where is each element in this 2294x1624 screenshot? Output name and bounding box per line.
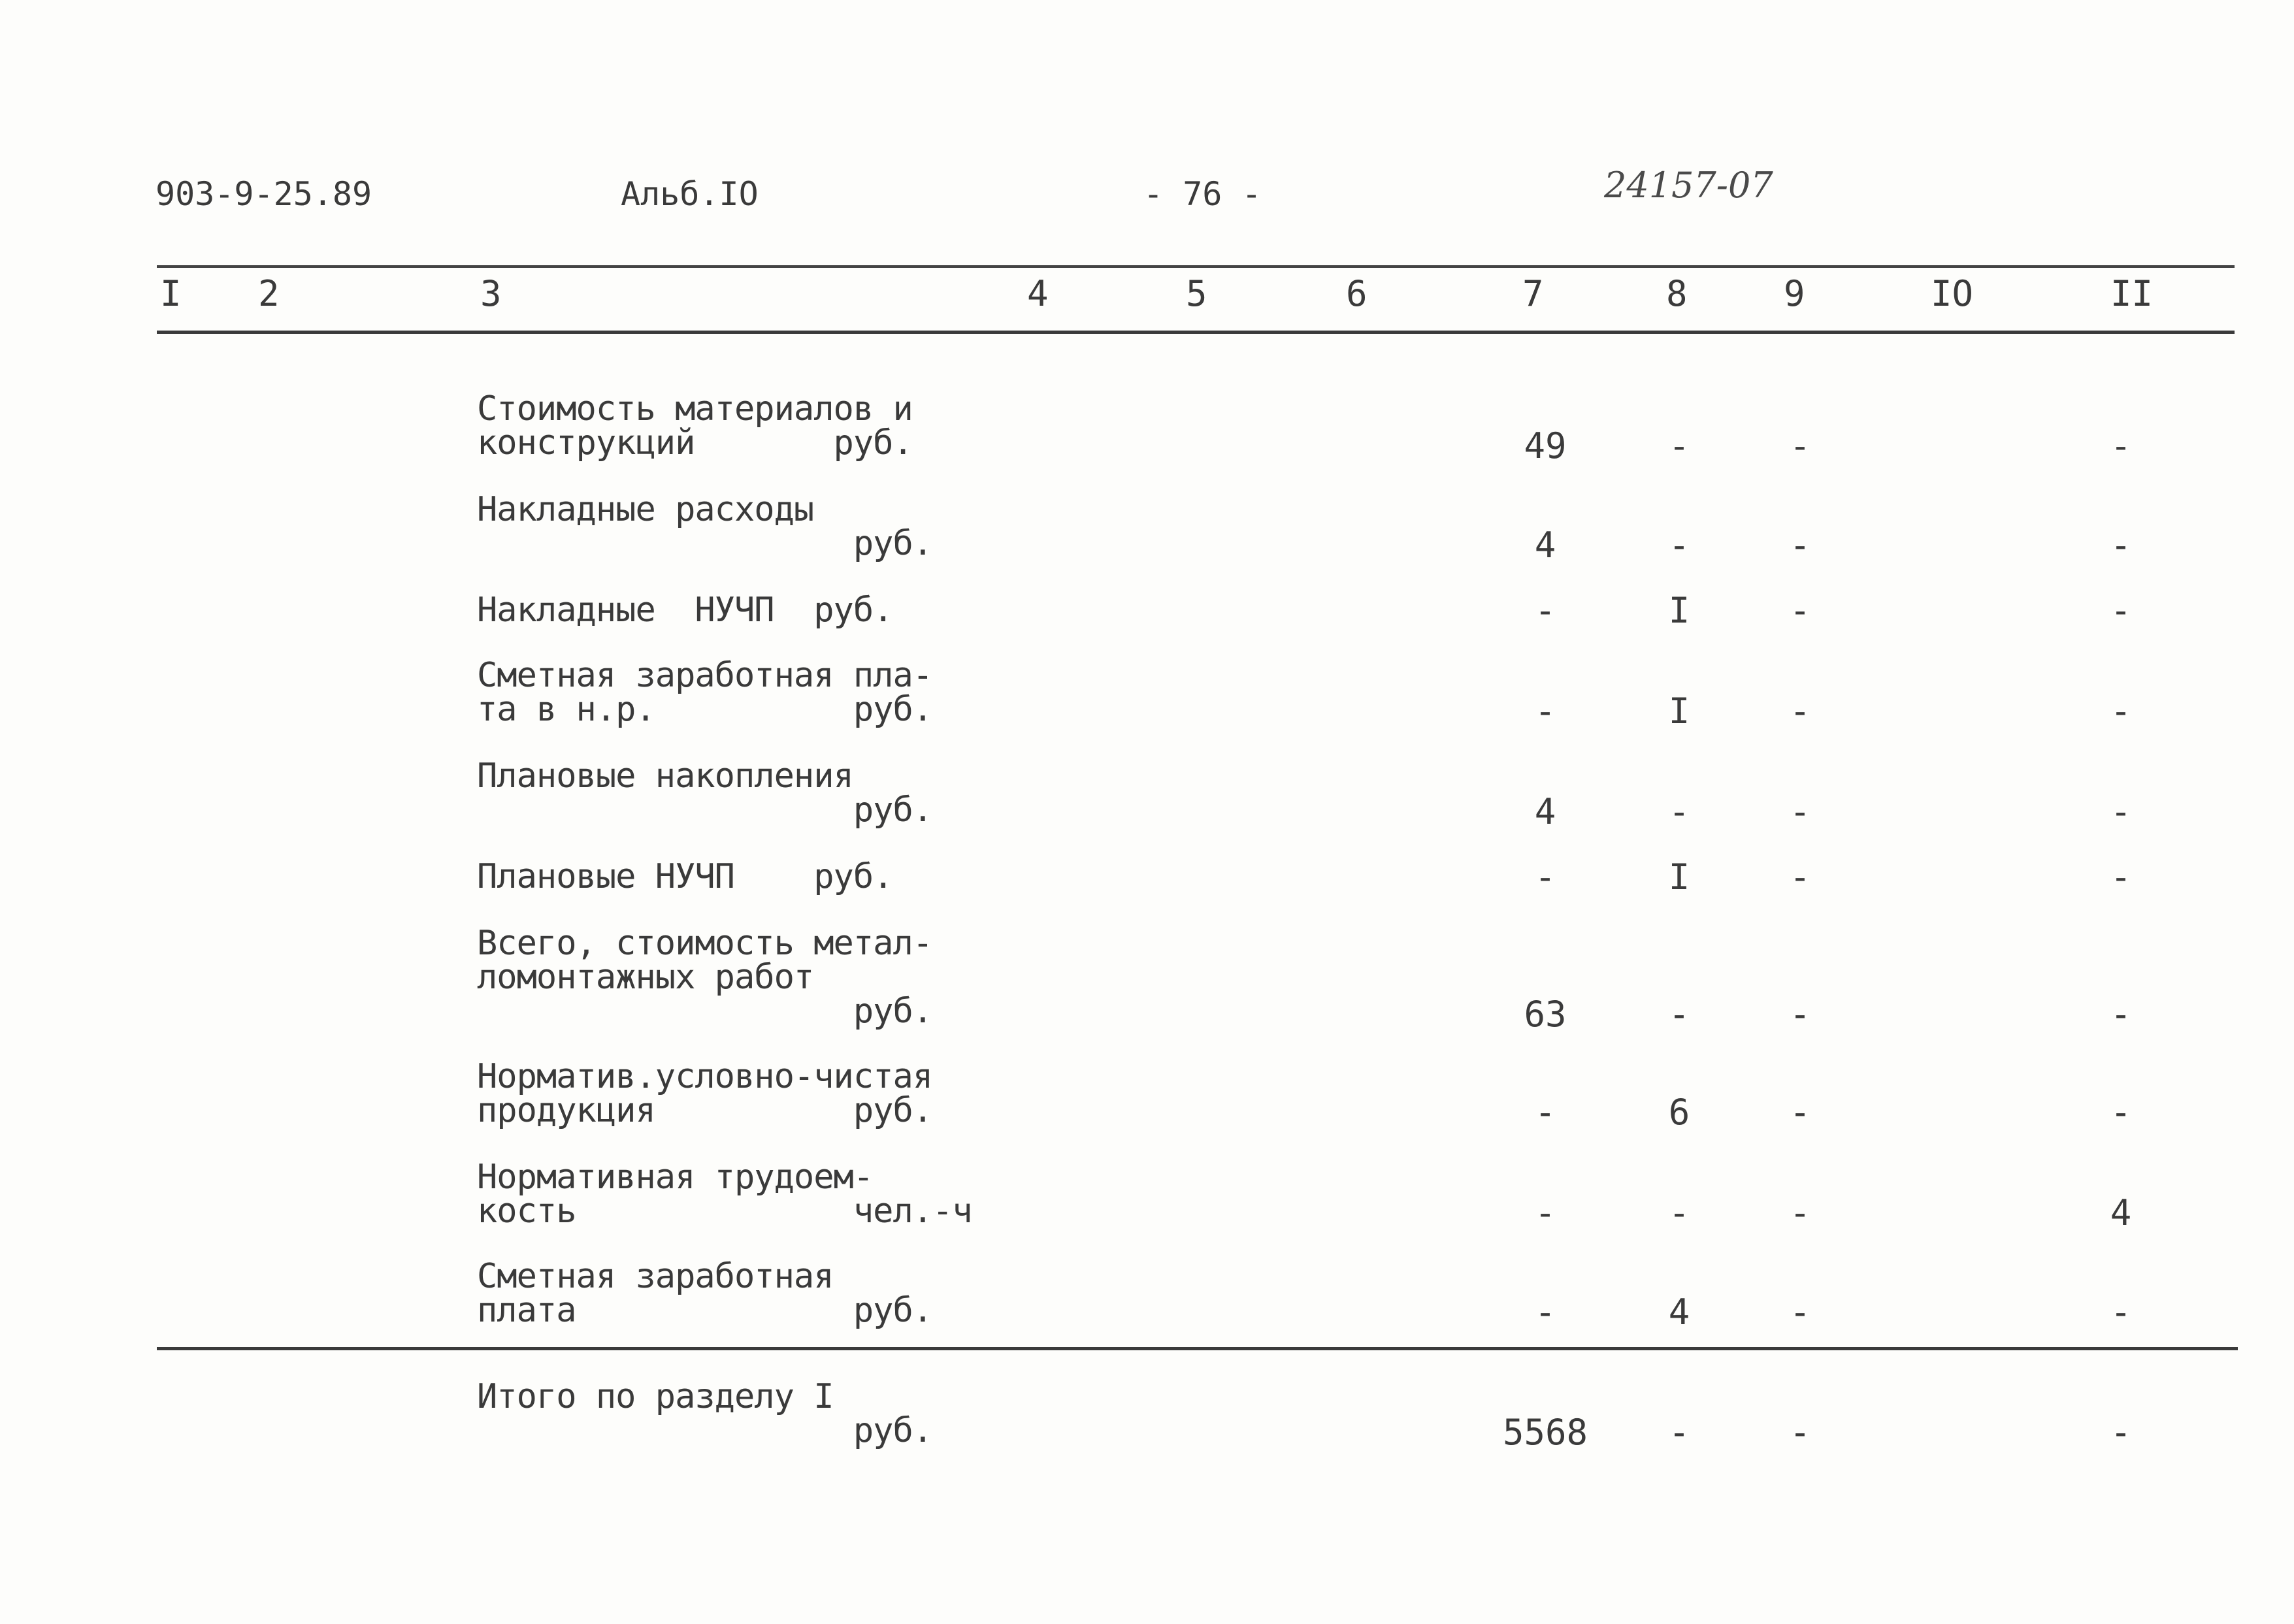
- column-number: 4: [1027, 273, 1049, 314]
- page-number: - 76 -: [1143, 175, 1262, 213]
- cell-col-7: 4: [1534, 791, 1556, 832]
- cell-col-9: -: [1789, 1092, 1811, 1133]
- column-number: 2: [258, 273, 280, 314]
- column-number: II: [2110, 273, 2154, 314]
- row-label: Сметная заработная плата руб.: [477, 1257, 933, 1330]
- row-label: Накладные расходы руб.: [477, 490, 933, 563]
- total-col-7: 5568: [1502, 1412, 1588, 1453]
- cell-col-8: I: [1668, 690, 1690, 732]
- cell-col-9: -: [1789, 994, 1811, 1035]
- row-label: Стоимость материалов и конструкций руб.: [477, 389, 913, 463]
- cell-col-11: -: [2110, 856, 2132, 898]
- cell-col-11: -: [2110, 590, 2132, 631]
- total-col-11: -: [2110, 1412, 2132, 1453]
- cell-col-7: -: [1534, 856, 1556, 898]
- row-label: Нормативная трудоем- кость чел.-ч: [477, 1158, 972, 1231]
- total-col-9: -: [1789, 1412, 1811, 1453]
- cell-col-9: -: [1789, 856, 1811, 898]
- cell-col-9: -: [1789, 1192, 1811, 1233]
- cell-col-8: -: [1668, 525, 1690, 566]
- cell-col-7: -: [1534, 690, 1556, 732]
- album-number: Альб.IO: [621, 175, 759, 213]
- row-label: Норматив.условно-чистая продукция руб.: [477, 1057, 933, 1130]
- cell-col-11: -: [2110, 1092, 2132, 1133]
- cell-col-9: -: [1789, 525, 1811, 566]
- row-label: Сметная заработная пла- та в н.р. руб.: [477, 656, 933, 729]
- column-number: 7: [1522, 273, 1544, 314]
- column-number: I: [160, 273, 182, 314]
- cell-col-7: 4: [1534, 525, 1556, 566]
- column-number: 8: [1666, 273, 1688, 314]
- cell-col-7: 49: [1524, 425, 1567, 466]
- column-number: IO: [1931, 273, 1974, 314]
- cell-col-11: -: [2110, 690, 2132, 732]
- cell-col-8: -: [1668, 1192, 1690, 1233]
- cell-col-9: -: [1789, 1291, 1811, 1333]
- cell-col-7: -: [1534, 1092, 1556, 1133]
- cell-col-7: 63: [1524, 994, 1567, 1035]
- cell-col-11: -: [2110, 791, 2132, 832]
- cell-col-9: -: [1789, 590, 1811, 631]
- column-number: 6: [1346, 273, 1368, 314]
- column-number: 3: [480, 273, 502, 314]
- cell-col-11: -: [2110, 525, 2132, 566]
- cell-col-8: -: [1668, 425, 1690, 466]
- table-top-rule: [157, 265, 2235, 268]
- row-label: Плановые накопления руб.: [477, 756, 933, 830]
- cell-col-9: -: [1789, 690, 1811, 732]
- row-label: Плановые НУЧП руб.: [477, 857, 893, 896]
- cell-col-9: -: [1789, 425, 1811, 466]
- cell-col-8: 6: [1668, 1092, 1690, 1133]
- cell-col-8: -: [1668, 994, 1690, 1035]
- column-number: 5: [1186, 273, 1207, 314]
- row-label: Накладные НУЧП руб.: [477, 591, 893, 630]
- cell-col-11: -: [2110, 1291, 2132, 1333]
- cell-col-11: -: [2110, 994, 2132, 1035]
- cell-col-11: -: [2110, 425, 2132, 466]
- column-number: 9: [1784, 273, 1805, 314]
- document-code: 903-9-25.89: [156, 175, 372, 213]
- cell-col-7: -: [1534, 1291, 1556, 1333]
- cell-col-8: -: [1668, 791, 1690, 832]
- row-label: Всего, стоимость метал- ломонтажных работ руб.: [477, 924, 933, 1031]
- total-label: Итого по разделу I руб.: [477, 1377, 933, 1450]
- cell-col-8: 4: [1668, 1291, 1690, 1333]
- cell-col-8: I: [1668, 856, 1690, 898]
- cell-col-8: I: [1668, 590, 1690, 631]
- table-header-rule: [157, 331, 2235, 334]
- handwritten-inventory-number: 24157-07: [1604, 165, 1773, 206]
- total-col-8: -: [1668, 1412, 1690, 1453]
- cell-col-7: -: [1534, 1192, 1556, 1233]
- cell-col-11: 4: [2110, 1192, 2132, 1233]
- cell-col-7: -: [1534, 590, 1556, 631]
- cell-col-9: -: [1789, 791, 1811, 832]
- table-bottom-rule: [157, 1347, 2238, 1350]
